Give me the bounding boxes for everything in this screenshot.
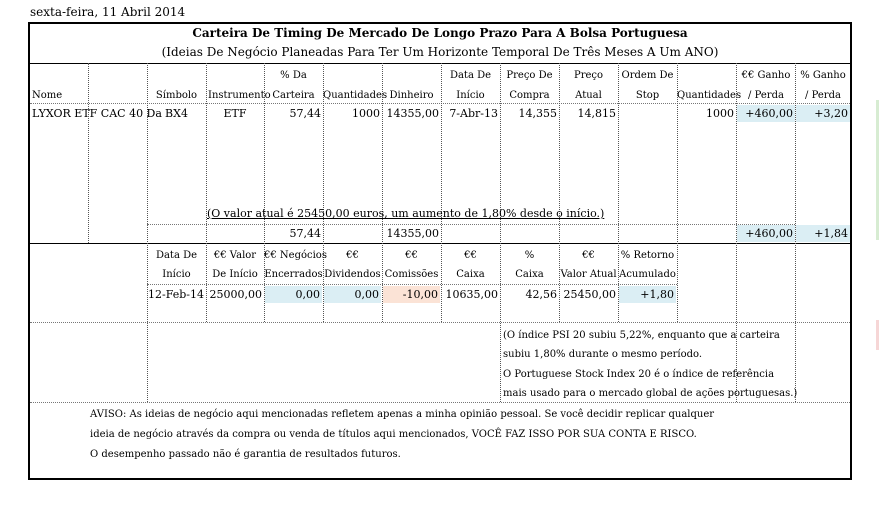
t2-row-dividendos: 0,00 bbox=[324, 286, 381, 303]
header-instrumento: Instrumento bbox=[208, 90, 271, 101]
t2-row-pct-caixa: 42,56 bbox=[525, 288, 557, 301]
row-dinheiro: 14355,00 bbox=[386, 107, 439, 120]
t2-header-retorno: Acumulado bbox=[619, 269, 676, 280]
page-subtitle: (Ideias De Negócio Planeadas Para Ter Um Horizonte Temporal De Três Meses A Um ANO) bbox=[161, 45, 719, 59]
total-pct-carteira: 57,44 bbox=[289, 227, 321, 240]
t2-header-pct-caixa: Caixa bbox=[515, 269, 544, 280]
t2-row-valor-atual: 25450,00 bbox=[563, 288, 616, 301]
row-quantidades-2: 1000 bbox=[706, 107, 734, 120]
header-pct-carteira: Carteira bbox=[272, 90, 315, 101]
header-simbolo: Símbolo bbox=[155, 90, 198, 101]
header-quantidades-2: Quantidades bbox=[677, 90, 742, 101]
row-instrumento: ETF bbox=[223, 107, 247, 120]
total-dinheiro: 14355,00 bbox=[386, 227, 439, 240]
header-preco-atual: Atual bbox=[575, 90, 602, 101]
divider bbox=[147, 224, 795, 225]
t2-header-comissoes: €€ bbox=[405, 250, 418, 261]
psi-note-line: (O índice PSI 20 subiu 5,22%, enquanto que a carteira bbox=[503, 330, 780, 341]
header-ganho-eur: €€ Ganho bbox=[741, 70, 791, 81]
row-simbolo: BX4 bbox=[165, 107, 188, 120]
t2-header-negocios: Encerrados bbox=[264, 269, 323, 280]
divider bbox=[30, 103, 850, 104]
t2-header-pct-caixa: % bbox=[524, 250, 535, 261]
divider bbox=[30, 322, 850, 323]
header-preco-atual: Preço bbox=[573, 70, 604, 81]
t2-row-negocios: 0,00 bbox=[265, 286, 322, 303]
header-ganho-pct: % Ganho bbox=[800, 70, 846, 81]
t2-header-negocios: €€ Negócios bbox=[264, 250, 327, 261]
psi-note-line: subiu 1,80% durante o mesmo período. bbox=[503, 349, 703, 360]
row-quantidades: 1000 bbox=[352, 107, 380, 120]
header-pct-carteira: % Da bbox=[280, 70, 307, 81]
t2-row-valor-inicio: 25000,00 bbox=[209, 288, 262, 301]
row-ganho-pct: +3,20 bbox=[796, 105, 850, 122]
t2-header-dividendos: €€ bbox=[346, 250, 359, 261]
t2-header-caixa: Caixa bbox=[456, 269, 485, 280]
disclaimer-line: O desempenho passado não é garantia de resultados futuros. bbox=[90, 449, 401, 460]
disclaimer-line: ideia de negócio através da compra ou venda de títulos aqui mencionados, VOCÊ FAZ ISSO POR SUA CONTA E RISCO. bbox=[90, 429, 697, 440]
t2-header-data: Data De bbox=[155, 250, 198, 261]
t2-header-valor-atual: Valor Atual bbox=[560, 269, 617, 280]
row-preco-compra: 14,355 bbox=[518, 107, 557, 120]
row-ganho-eur: +460,00 bbox=[737, 105, 795, 122]
row-data-inicio: 7-Abr-13 bbox=[449, 107, 498, 120]
t2-row-comissoes: -10,00 bbox=[383, 286, 440, 303]
header-data-inicio: Data De bbox=[449, 70, 492, 81]
row-preco-atual: 14,815 bbox=[577, 107, 616, 120]
total-ganho-eur: +460,00 bbox=[737, 225, 795, 242]
t2-header-valor: De Início bbox=[212, 269, 258, 280]
header-quantidades: Quantidades bbox=[323, 90, 388, 101]
disclaimer-line: AVISO: As ideias de negócio aqui mencionadas refletem apenas a minha opinião pessoal. Se você decidir replicar qualquer bbox=[90, 409, 715, 420]
t2-header-caixa: €€ bbox=[464, 250, 477, 261]
date-label: sexta-feira, 11 Abril 2014 bbox=[30, 5, 186, 19]
divider bbox=[147, 284, 677, 285]
page-title: Carteira De Timing De Mercado De Longo Prazo Para A Bolsa Portuguesa bbox=[192, 26, 688, 40]
t2-header-valor-atual: €€ bbox=[582, 250, 595, 261]
summary-note: (O valor atual é 25450,00 euros, um aumento de 1,80% desde o início.) bbox=[207, 207, 605, 220]
header-preco-compra: Compra bbox=[509, 90, 550, 101]
t2-header-dividendos: Dividendos bbox=[324, 269, 381, 280]
t2-row-data: 12-Feb-14 bbox=[147, 288, 204, 301]
t2-row-retorno: +1,80 bbox=[619, 286, 676, 303]
column-divider bbox=[206, 63, 207, 322]
header-ordem-stop: Ordem De bbox=[621, 70, 674, 81]
divider bbox=[30, 243, 850, 244]
total-ganho-pct: +1,84 bbox=[796, 225, 850, 242]
header-nome: Nome bbox=[32, 90, 63, 101]
divider bbox=[30, 402, 850, 403]
psi-note-line: O Portuguese Stock Index 20 é o índice de referência bbox=[503, 369, 775, 380]
header-data-inicio: Início bbox=[456, 90, 485, 101]
header-preco-compra: Preço De bbox=[506, 70, 553, 81]
header-dinheiro: Dinheiro bbox=[389, 90, 434, 101]
t2-header-valor: €€ Valor bbox=[213, 250, 257, 261]
t2-row-caixa: 10635,00 bbox=[445, 288, 498, 301]
row-pct-carteira: 57,44 bbox=[289, 107, 321, 120]
header-ganho-pct: / Perda bbox=[805, 90, 841, 101]
t2-header-comissoes: Comissões bbox=[384, 269, 439, 280]
t2-header-data: Início bbox=[162, 269, 191, 280]
divider bbox=[30, 63, 850, 64]
t2-header-retorno: % Retorno bbox=[620, 250, 675, 261]
column-divider bbox=[88, 63, 89, 243]
header-ordem-stop: Stop bbox=[635, 90, 660, 101]
row-nome: LYXOR ETF CAC 40 Da bbox=[32, 107, 162, 120]
psi-note-line: mais usado para o mercado global de ações portuguesas.) bbox=[503, 388, 798, 399]
header-ganho-eur: / Perda bbox=[748, 90, 784, 101]
